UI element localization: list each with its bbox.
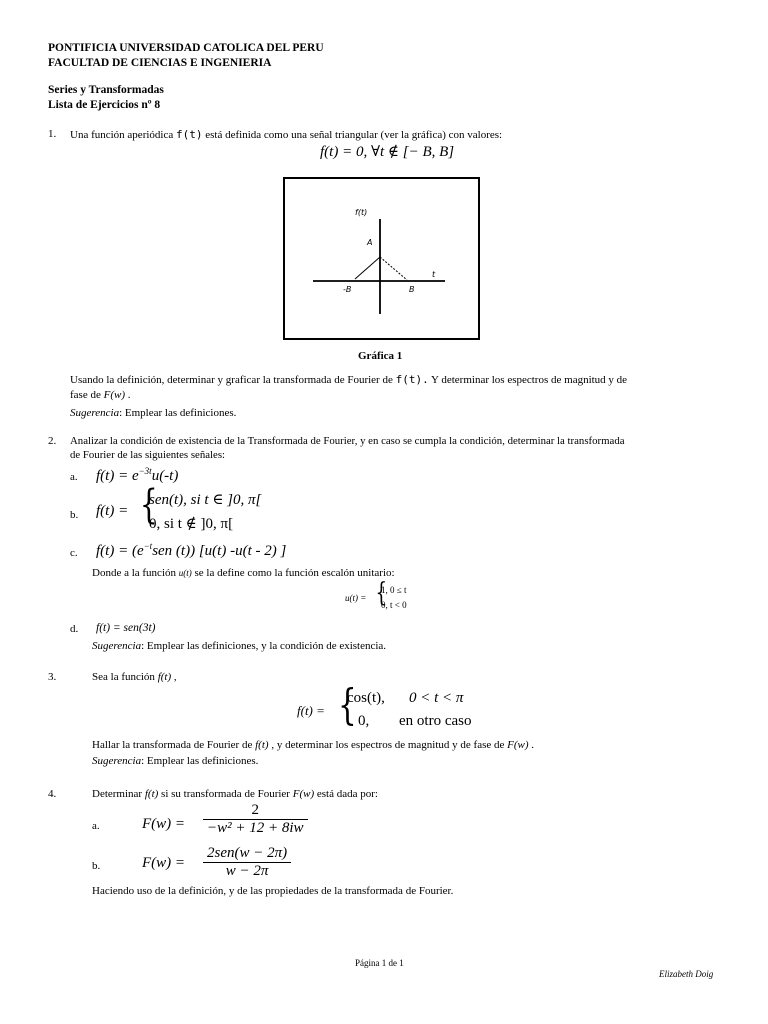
problem-1-text2: fase de xyxy=(70,389,104,401)
problem-4b-lhs: F(w) = xyxy=(142,855,186,871)
problem-4-closing: Haciendo uso de la definición, y de las propiedades de la transformada de Fourier. xyxy=(92,885,454,897)
problem-2d-expression: f(t) = sen(3t) xyxy=(96,622,156,634)
problem-2a-expr: f(t) = e xyxy=(96,468,139,484)
problem-2c-label: c. xyxy=(70,547,78,559)
problem-2b-brace: { xyxy=(139,482,158,528)
triangle-right-edge xyxy=(380,257,407,280)
problem-1-intro-text: Una función aperiódica xyxy=(70,129,176,141)
problem-2a-rest: u(-t) xyxy=(151,468,179,484)
problem-2b-lhs: f(t) = xyxy=(96,503,129,519)
problem-2b-case1: sen(t), si t ∈ ]0, π[ xyxy=(149,492,262,508)
problem-3-text-end: . xyxy=(528,739,535,751)
page-number: Página 1 de 1 xyxy=(355,958,404,968)
problem-4a-fraction xyxy=(203,802,308,837)
problem-4-intro xyxy=(92,788,378,800)
problem-3-intro-text: Sea la función xyxy=(92,671,158,683)
problem-3-case2-func: 0, xyxy=(358,713,370,729)
problem-2c-exponent: −t xyxy=(143,541,153,551)
problem-2b-label: b. xyxy=(70,509,79,521)
problem-3-intro-fn: f(t) xyxy=(157,671,172,683)
problem-1-text2-fn: F(w) xyxy=(103,389,125,401)
problem-2-hint-text: : Emplear las definiciones, y la condición de existencia. xyxy=(141,640,387,652)
problem-3-brace: { xyxy=(338,680,357,729)
step-function-brace: { xyxy=(375,578,388,608)
problem-4-intro-c: está dada por: xyxy=(314,788,378,800)
problem-3-case2-cond: en otro caso xyxy=(399,713,472,729)
problem-2-number: 2. xyxy=(48,435,57,447)
triangle-left-edge xyxy=(355,257,380,279)
problem-1-text-line2 xyxy=(70,389,130,401)
problem-2-hint-label: Sugerencia xyxy=(92,640,142,652)
problem-2c-note-rest: se la define como la función escalón unitario: xyxy=(191,567,395,579)
list-number: Lista de Ejercicios nº 8 xyxy=(48,99,161,111)
problem-4b-label: b. xyxy=(92,860,101,872)
problem-3-text-a: Hallar la transformada de Fourier de xyxy=(92,739,256,751)
figure-x-label: t xyxy=(432,270,436,279)
university-name: PONTIFICIA UNIVERSIDAD CATOLICA DEL PERU xyxy=(48,42,324,54)
problem-3-hint xyxy=(92,755,258,767)
problem-4a-lhs: F(w) = xyxy=(142,816,186,832)
problem-3-lhs: f(t) = xyxy=(297,703,325,718)
author-name: Elizabeth Doig xyxy=(659,969,714,979)
problem-3-text-fn2: F(w) xyxy=(507,739,529,751)
figure-y-label: f(t) xyxy=(355,208,368,217)
problem-1-hint xyxy=(70,407,236,419)
problem-3-intro xyxy=(92,671,177,683)
problem-2c-expr: f(t) = (e xyxy=(96,543,144,559)
problem-4b-fraction xyxy=(203,845,291,880)
problem-2b-case2: 0, si t ∉ ]0, π[ xyxy=(149,516,234,532)
problem-1-hint-label: Sugerencia xyxy=(70,407,120,419)
step-function-case1: 1, 0 ≤ t xyxy=(381,585,407,595)
problem-2c-expression xyxy=(96,541,286,560)
problem-1-intro-fn: f(t) xyxy=(175,128,203,141)
figure-pos-b-label: B xyxy=(409,285,415,294)
problem-2-line2: de Fourier de las siguientes señales: xyxy=(70,449,226,461)
problem-2c-note-text: Donde a la función xyxy=(92,567,179,579)
figure-neg-b-label: -B xyxy=(343,285,352,294)
problem-3-text-fn: f(t) xyxy=(255,739,269,751)
problem-4-intro-a: Determinar xyxy=(92,788,145,800)
problem-2a-label: a. xyxy=(70,471,78,483)
problem-3-text xyxy=(92,739,534,751)
problem-4a-denominator: −w² + 12 + 8iw xyxy=(207,820,304,836)
figure-peak-label: A xyxy=(367,238,373,247)
problem-3-case1-cond: 0 < t < π xyxy=(409,690,464,706)
problem-2a-expression xyxy=(96,466,178,485)
problem-4-intro-b: si su transformada de Fourier xyxy=(158,788,293,800)
problem-2c-rest: sen (t)) [u(t) -u(t - 2) ] xyxy=(152,543,287,559)
problem-1-text1: Usando la definición, determinar y graficar la transformada de Fourier de xyxy=(70,374,396,386)
step-function-case2: 0, t < 0 xyxy=(381,600,407,610)
figure-1-caption: Gráfica 1 xyxy=(358,350,403,362)
problem-3-hint-text: : Emplear las definiciones. xyxy=(141,755,259,767)
problem-3-case1-func: cos(t), xyxy=(347,690,385,706)
problem-3-number: 3. xyxy=(48,671,57,683)
problem-3-intro-end: , xyxy=(171,671,177,683)
problem-1-text2-end: . xyxy=(124,389,131,401)
problem-4-intro-fn: f(t) xyxy=(144,788,159,800)
problem-2-hint xyxy=(92,640,386,652)
step-function-lhs: u(t) = xyxy=(345,593,367,603)
problem-4b-denominator: w − 2π xyxy=(225,863,269,879)
problem-4-intro-fn2: F(w) xyxy=(292,788,315,800)
problem-4-number: 4. xyxy=(48,788,57,800)
course-title: Series y Transformadas xyxy=(48,84,164,96)
problem-3-text-b: , y determinar los espectros de magnitud y de fase de xyxy=(268,739,508,751)
problem-4b-numerator: 2sen(w − 2π) xyxy=(203,845,291,863)
problem-2c-note xyxy=(92,567,395,579)
problem-1-intro xyxy=(70,128,502,141)
problem-1-number: 1. xyxy=(48,128,57,140)
problem-2-line1: Analizar la condición de existencia de la Transformada de Fourier, y en caso se cumpla la condición, determinar la transformada xyxy=(70,435,625,447)
triangular-signal-plot xyxy=(285,179,478,338)
problem-3-hint-label: Sugerencia xyxy=(92,755,142,767)
problem-4a-numerator: 2 xyxy=(203,802,308,820)
problem-2d-label: d. xyxy=(70,623,79,635)
problem-1-condition: f(t) = 0, ∀t ∉ [− B, B] xyxy=(320,144,455,160)
problem-1-text-line1 xyxy=(70,373,627,386)
faculty-name: FACULTAD DE CIENCIAS E INGENIERIA xyxy=(48,57,272,69)
problem-2a-exponent: −3t xyxy=(138,466,152,476)
problem-1-text1-fn: f(t). xyxy=(395,373,429,386)
problem-1-text1-rest: Y determinar los espectros de magnitud y de xyxy=(428,374,628,386)
problem-2c-note-fn: u(t) xyxy=(178,568,192,578)
problem-1-hint-text: : Emplear las definiciones. xyxy=(119,407,237,419)
figure-1-frame xyxy=(283,177,480,340)
problem-4a-label: a. xyxy=(92,820,100,832)
problem-1-intro-rest: está definida como una señal triangular (ver la gráfica) con valores: xyxy=(202,129,503,141)
